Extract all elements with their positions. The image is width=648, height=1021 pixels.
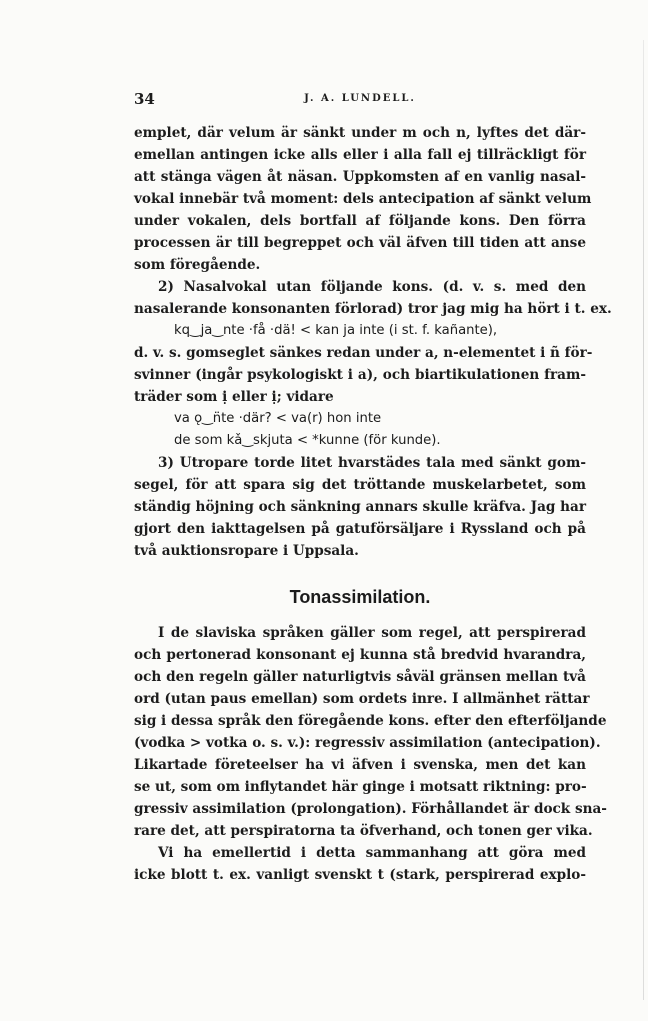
text-line: under vokalen, dels bortfall af följande kons. Den förra [134,213,586,229]
scan-edge-line [643,40,644,1000]
text-line: rare det, att perspiratorna ta öfverhand, och tonen ger vika. [134,823,593,839]
text-line: (vodka > votka o. s. v.): regressiv assimilation (antecipation). [134,735,601,751]
phonetic-example-line: de som kǎ‿skjuta < *kunne (för kunde). [174,433,441,448]
text-line: sig i dessa språk den föregående kons. efter den efterföljande [134,713,607,729]
text-line: gressiv assimilation (prolongation). Förhållandet är dock sna- [134,801,607,817]
text-line: emellan antingen icke alls eller i alla fall ej tillräckligt för [134,147,586,163]
text-line: gjort den iakttagelsen på gatuförsäljare i Ryssland och på [134,521,586,537]
section-title: Tonassimilation. [289,587,431,607]
text-line: emplet, där velum är sänkt under m och n, lyftes det där- [134,125,586,141]
text-line: d. v. s. gomseglet sänkes redan under a, n-elementet i ñ för- [134,345,593,361]
text-line: som föregående. [134,257,261,273]
text-line: vokal innebär två moment: dels antecipation af sänkt velum [134,191,592,207]
text-line: I de slaviska språken gäller som regel, att perspirerad [158,625,586,641]
text-line: och pertonerad konsonant ej kunna stå bredvid hvarandra, [134,647,586,663]
text-line: två auktionsropare i Uppsala. [134,543,359,559]
page-header [134,90,586,110]
text-line: 3) Utropare torde litet hvarstädes tala med sänkt gom- [158,455,586,471]
text-line: och den regeln gäller naturligtvis såväl gränsen mellan två [134,669,586,685]
text-line: svinner (ingår psykologiskt i a), och biartikulationen fram- [134,367,586,383]
body-text [134,122,612,886]
text-line: 2) Nasalvokal utan följande kons. (d. v. s. med den [158,279,586,295]
text-line: Vi ha emellertid i detta sammanhang att göra med [158,845,586,861]
text-line: träder som ị eller ị; vidare [134,389,334,405]
text-line: processen är till begreppet och väl äfven till tiden att anse [134,235,586,251]
text-line: ständig höjning och sänkning annars skulle kräfva. Jag har [134,499,586,515]
text-line: att stänga vägen åt näsan. Uppkomsten af en vanlig nasal- [134,169,586,185]
text-line: se ut, som om inflytandet här ginge i motsatt riktning: pro- [134,779,587,795]
text-line: nasalerande konsonanten förlorad) tror jag mig ha hört i t. ex. [134,301,612,317]
running-head: J. A. LUNDELL. [304,93,416,104]
text-line: icke blott t. ex. vanligt svenskt t (stark, perspirerad explo- [134,867,586,883]
text-line: Likartade företeelser ha vi äfven i svenska, men det kan [134,757,586,773]
text-line: segel, för att spara sig det tröttande muskelarbetet, som [134,477,586,493]
phonetic-example-line: kq‿ja‿nte ·få ·dä! < kan ja inte (i st. f. kañante), [174,323,498,338]
text-line: ord (utan paus emellan) som ordets inre. I allmänhet rättar [134,691,590,707]
page-number: 34 [134,90,155,108]
phonetic-example-line: va ǫ‿n̈te ·där? < va(r) hon inte [174,411,382,426]
